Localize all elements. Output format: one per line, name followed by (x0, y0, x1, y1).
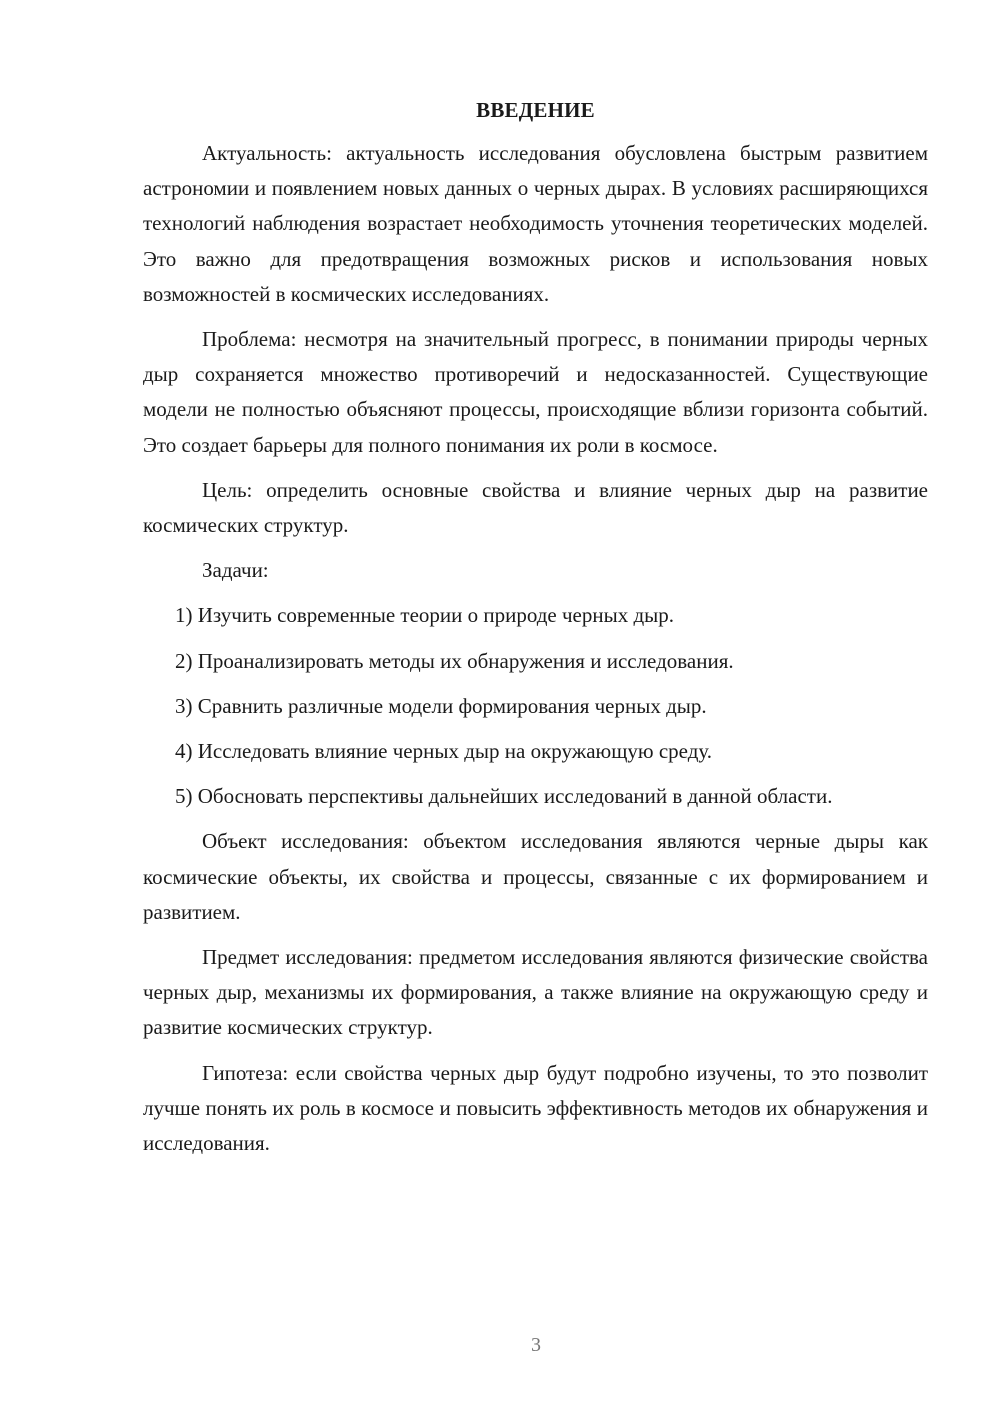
relevance-paragraph: Актуальность: актуальность исследования обусловлена быстрым развитием астрономии и появлением новых данных о черных дырах. В условиях расширяющихся технологий наблюдения возрастает необходимость уточнения теоретических моделей. Это важно для предотвращения возможных рисков и использования новых возможностей в космических исследованиях. (143, 141, 928, 306)
task-item: 3) Сравнить различные модели формирования черных дыр. (175, 693, 707, 718)
object-paragraph: Объект исследования: объектом исследования являются черные дыры как космические объекты, их свойства и процессы, связанные с их формированием и развитием. (143, 829, 928, 924)
goal-paragraph: Цель: определить основные свойства и влияние черных дыр на развитие космических структур. (143, 477, 928, 538)
task-item: 2) Проанализировать методы их обнаружения и исследования. (175, 648, 734, 673)
page-title: ВВЕДЕНИЕ (476, 98, 595, 122)
tasks-label: Задачи: (202, 558, 269, 583)
hypothesis-paragraph: Гипотеза: если свойства черных дыр будут подробно изучены, то это позволит лучше понять их роль в космосе и повысить эффективность методов их обнаружения и исследования. (143, 1060, 928, 1156)
task-item: 4) Исследовать влияние черных дыр на окружающую среду. (175, 739, 713, 764)
subject-paragraph: Предмет исследования: предметом исследования являются физические свойства черных дыр, механизмы их формирования, а также влияние на окружающую среду и развитие космических структур. (143, 945, 928, 1040)
task-item: 1) Изучить современные теории о природе черных дыр. (175, 603, 675, 628)
task-item: 5) Обосновать перспективы дальнейших исследований в данной области. (175, 784, 833, 809)
problem-paragraph: Проблема: несмотря на значительный прогресс, в понимании природы черных дыр сохраняется множество противоречий и недосказанностей. Существующие модели не полностью объясняют процессы, происходящие вблизи горизонта событий. Это создает барьеры для полного понимания их роли в космосе. (143, 327, 928, 457)
page-number: 3 (531, 1334, 541, 1356)
document-page (143, 96, 928, 1171)
